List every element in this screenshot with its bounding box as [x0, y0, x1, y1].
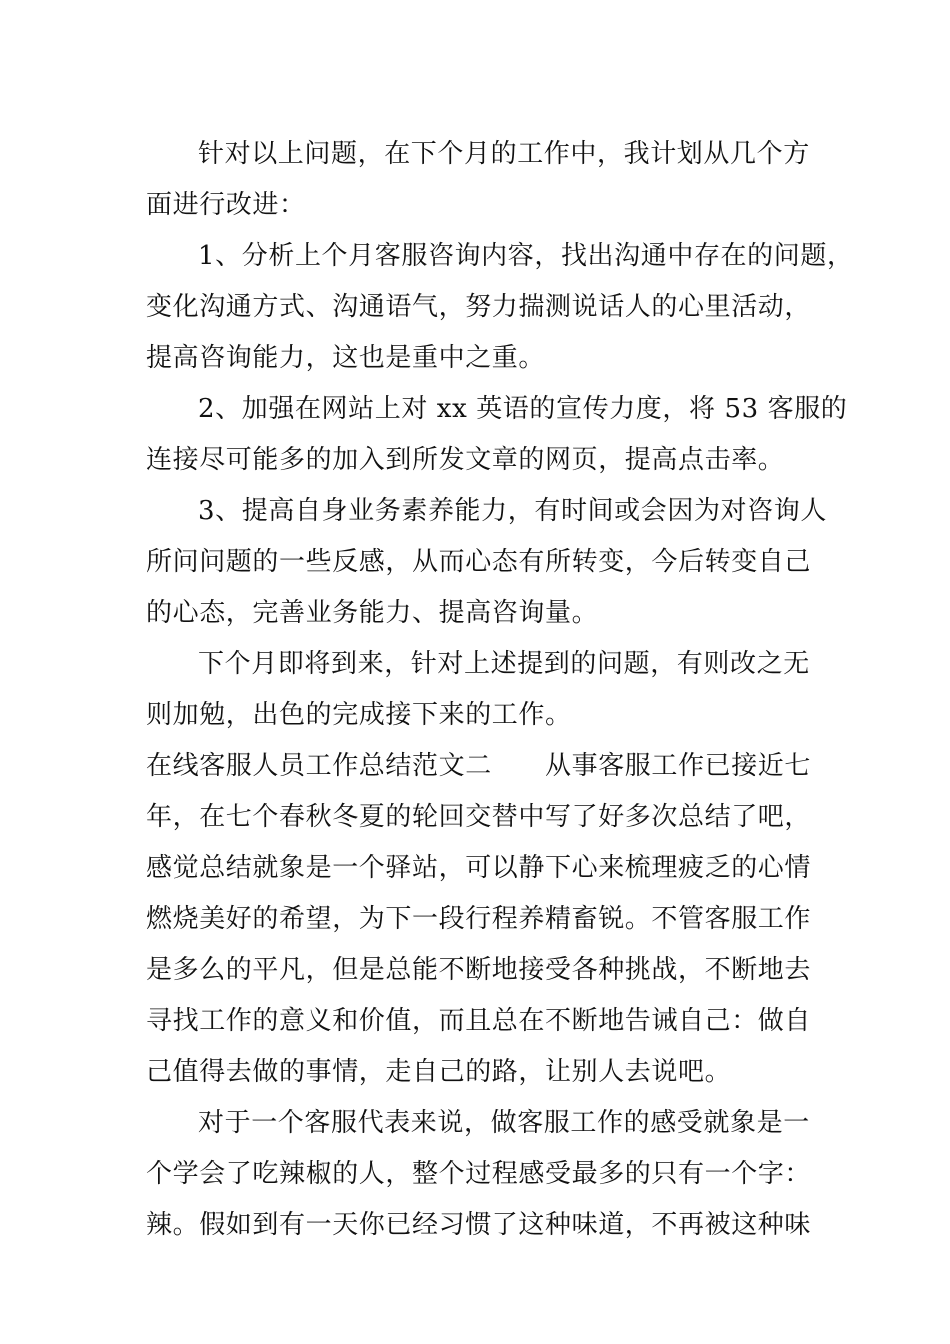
paragraph-line: 辣。假如到有一天你已经习惯了这种味道，不再被这种味 [146, 1210, 812, 1240]
paragraph-line: 则加勉，出色的完成接下来的工作。 [146, 700, 572, 730]
paragraph-line: 变化沟通方式、沟通语气，努力揣测说话人的心里活动， [146, 292, 812, 322]
paragraph-line: 1、分析上个月客服咨询内容，找出沟通中存在的问题， [198, 241, 854, 271]
paragraph-line: 所问问题的一些反感，从而心态有所转变，今后转变自己 [146, 547, 812, 577]
paragraph-line: 是多么的平凡，但是总能不断地接受各种挑战，不断地去 [146, 955, 812, 985]
paragraph-line: 连接尽可能多的加入到所发文章的网页，提高点击率。 [146, 445, 785, 475]
document-body [146, 129, 854, 1251]
paragraph-line: 2、加强在网站上对 xx 英语的宣传力度，将 53 客服的 [198, 394, 848, 424]
paragraph-line: 个学会了吃辣椒的人，整个过程感受最多的只有一个字： [146, 1159, 812, 1189]
section-title-line: 在线客服人员工作总结范文二 从事客服工作已接近七 [146, 751, 812, 781]
paragraph-line: 的心态，完善业务能力、提高咨询量。 [146, 598, 599, 628]
paragraph-line: 针对以上问题，在下个月的工作中，我计划从几个方 [198, 139, 810, 169]
paragraph-line: 下个月即将到来，针对上述提到的问题，有则改之无 [198, 649, 810, 679]
paragraph-line: 面进行改进： [146, 190, 306, 220]
paragraph-line: 年，在七个春秋冬夏的轮回交替中写了好多次总结了吧， [146, 802, 812, 832]
paragraph-line: 提高咨询能力，这也是重中之重。 [146, 343, 546, 373]
paragraph-line: 感觉总结就象是一个驿站，可以静下心来梳理疲乏的心情 [146, 853, 812, 883]
paragraph-line: 燃烧美好的希望，为下一段行程养精畜锐。不管客服工作 [146, 904, 812, 934]
paragraph-line: 对于一个客服代表来说，做客服工作的感受就象是一 [198, 1108, 810, 1138]
paragraph-line: 己值得去做的事情，走自己的路，让别人去说吧。 [146, 1057, 732, 1087]
paragraph-line: 3、提高自身业务素养能力，有时间或会因为对咨询人 [198, 496, 827, 526]
paragraph-line: 寻找工作的意义和价值，而且总在不断地告诫自己：做自 [146, 1006, 812, 1036]
